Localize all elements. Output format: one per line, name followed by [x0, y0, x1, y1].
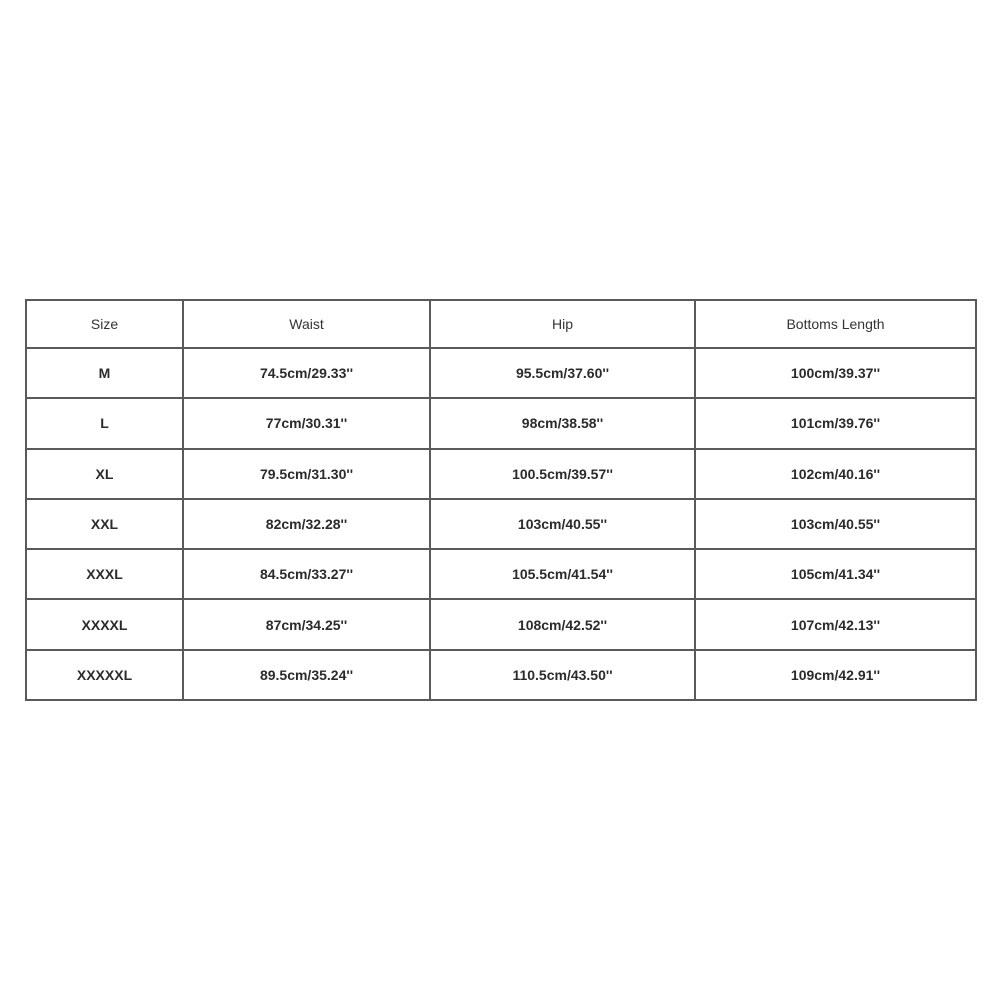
header-bottoms-length: Bottoms Length — [695, 300, 976, 348]
table-row — [26, 650, 976, 700]
cell-hip: 103cm/40.55'' — [430, 499, 695, 549]
cell-waist: 74.5cm/29.33'' — [183, 348, 430, 398]
cell-waist: 82cm/32.28'' — [183, 499, 430, 549]
cell-bottoms-length: 105cm/41.34'' — [695, 549, 976, 599]
cell-waist: 87cm/34.25'' — [183, 599, 430, 649]
header-waist: Waist — [183, 300, 430, 348]
cell-bottoms-length: 107cm/42.13'' — [695, 599, 976, 649]
cell-bottoms-length: 101cm/39.76'' — [695, 398, 976, 448]
table-header-row — [26, 300, 976, 348]
cell-size: M — [26, 348, 183, 398]
cell-hip: 105.5cm/41.54'' — [430, 549, 695, 599]
size-chart-table — [25, 299, 977, 701]
cell-size: XXXXL — [26, 599, 183, 649]
cell-hip: 100.5cm/39.57'' — [430, 449, 695, 499]
cell-hip: 110.5cm/43.50'' — [430, 650, 695, 700]
cell-size: XL — [26, 449, 183, 499]
cell-hip: 98cm/38.58'' — [430, 398, 695, 448]
cell-waist: 79.5cm/31.30'' — [183, 449, 430, 499]
cell-size: L — [26, 398, 183, 448]
cell-waist: 77cm/30.31'' — [183, 398, 430, 448]
table-row — [26, 499, 976, 549]
cell-waist: 84.5cm/33.27'' — [183, 549, 430, 599]
header-size: Size — [26, 300, 183, 348]
table-row — [26, 549, 976, 599]
cell-waist: 89.5cm/35.24'' — [183, 650, 430, 700]
table-row — [26, 348, 976, 398]
cell-hip: 95.5cm/37.60'' — [430, 348, 695, 398]
table-row — [26, 398, 976, 448]
table-row — [26, 599, 976, 649]
cell-bottoms-length: 102cm/40.16'' — [695, 449, 976, 499]
cell-bottoms-length: 109cm/42.91'' — [695, 650, 976, 700]
header-hip: Hip — [430, 300, 695, 348]
cell-size: XXXXXL — [26, 650, 183, 700]
cell-bottoms-length: 103cm/40.55'' — [695, 499, 976, 549]
table-row — [26, 449, 976, 499]
cell-bottoms-length: 100cm/39.37'' — [695, 348, 976, 398]
cell-size: XXXL — [26, 549, 183, 599]
cell-size: XXL — [26, 499, 183, 549]
cell-hip: 108cm/42.52'' — [430, 599, 695, 649]
